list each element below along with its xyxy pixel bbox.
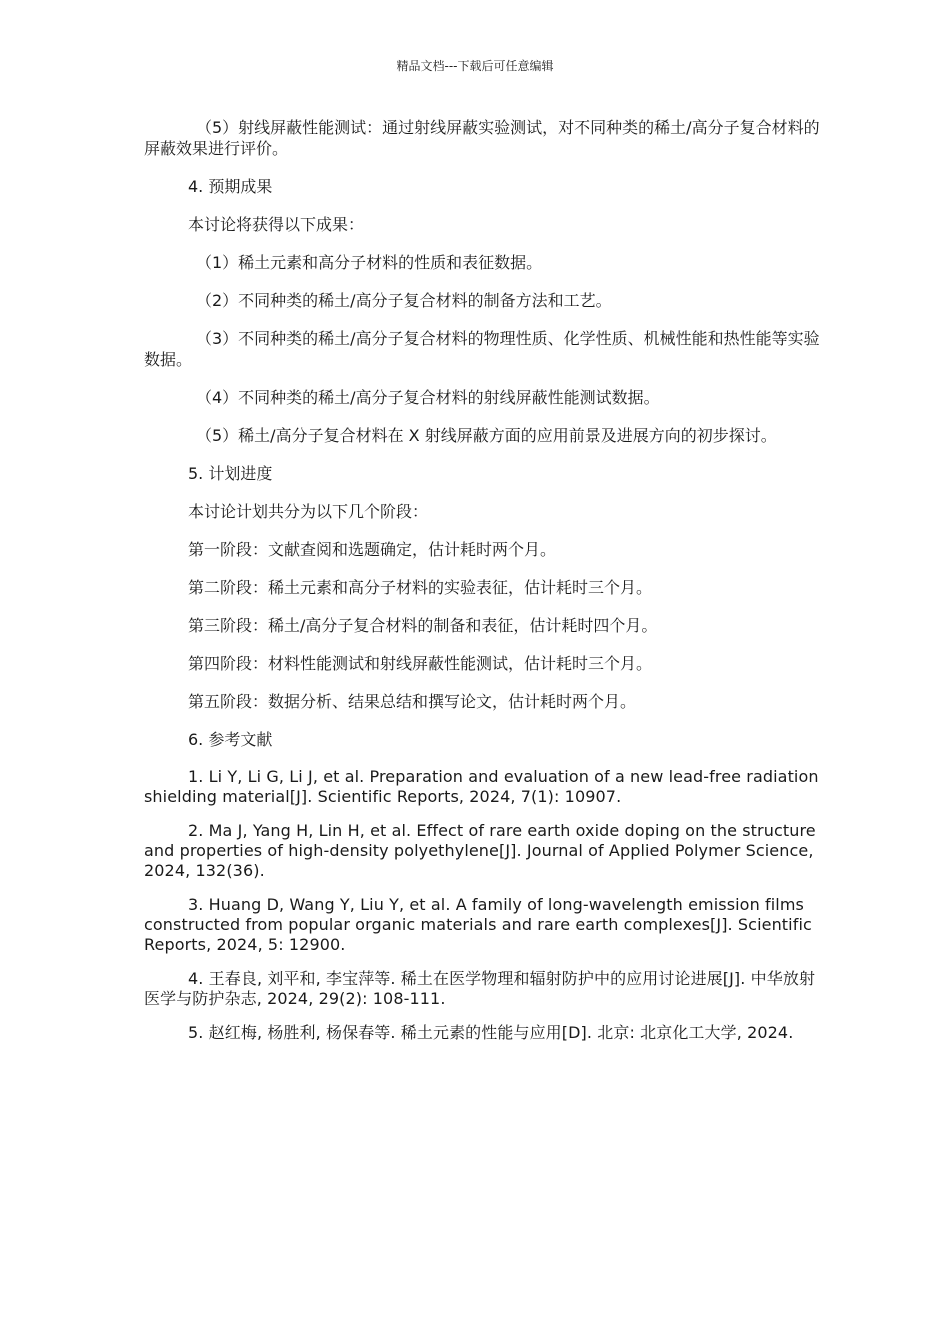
paragraph-results-intro: 本讨论将获得以下成果：: [188, 215, 365, 234]
document-body: [144, 117, 824, 1057]
result-item-4: （4）不同种类的稀土/高分子复合材料的射线屏蔽性能测试数据。: [196, 388, 660, 407]
reference-item: 4. 王春良, 刘平和, 李宝萍等. 稀土在医学物理和辐射防护中的应用讨论进展[J]. 中华放射医学与防护杂志, 2024, 29(2): 108-111.: [144, 969, 816, 1008]
schedule-stage-1: 第一阶段：文献查阅和选题确定，估计耗时两个月。: [188, 540, 557, 559]
result-item-5: （5）稀土/高分子复合材料在 X 射线屏蔽方面的应用前景及进展方向的初步探讨。: [196, 426, 777, 445]
page-header: 精品文档---下载后可任意编辑: [396, 59, 554, 73]
result-item-2: （2）不同种类的稀土/高分子复合材料的制备方法和工艺。: [196, 291, 612, 310]
reference-item: 2. Ma J, Yang H, Lin H, et al. Effect of rare earth oxide doping on the structure and properties of high-density polyethylene[J]. Journal of Applied Polymer Science, 2024, 132(36).: [144, 821, 816, 880]
reference-item: 3. Huang D, Wang Y, Liu Y, et al. A family of long-wavelength emission films constructed from popular organic materials and rare earth complexes[J]. Scientific Reports, 2024, 5: 12900.: [144, 895, 812, 954]
section-heading-references: 6. 参考文献: [188, 730, 273, 749]
result-item-1: （1）稀土元素和高分子材料的性质和表征数据。: [196, 253, 543, 272]
schedule-stage-5: 第五阶段：数据分析、结果总结和撰写论文，估计耗时两个月。: [188, 692, 637, 711]
section-heading-expected-results: 4. 预期成果: [188, 177, 273, 196]
section-heading-schedule: 5. 计划进度: [188, 464, 273, 483]
paragraph-schedule-intro: 本讨论计划共分为以下几个阶段：: [188, 502, 429, 521]
paragraph-test-item-5: （5）射线屏蔽性能测试：通过射线屏蔽实验测试，对不同种类的稀土/高分子复合材料的屏蔽效果进行评价。: [144, 118, 820, 158]
schedule-stage-4: 第四阶段：材料性能测试和射线屏蔽性能测试，估计耗时三个月。: [188, 654, 653, 673]
reference-item: 5. 赵红梅, 杨胜利, 杨保春等. 稀土元素的性能与应用[D]. 北京: 北京化工大学, 2024.: [188, 1023, 794, 1042]
schedule-stage-3: 第三阶段：稀土/高分子复合材料的制备和表征，估计耗时四个月。: [188, 616, 658, 635]
reference-item: 1. Li Y, Li G, Li J, et al. Preparation and evaluation of a new lead-free radiation shielding material[J]. Scientific Reports, 2024, 7(1): 10907.: [144, 767, 819, 806]
result-item-3: （3）不同种类的稀土/高分子复合材料的物理性质、化学性质、机械性能和热性能等实验数据。: [144, 329, 820, 369]
schedule-stage-2: 第二阶段：稀土元素和高分子材料的实验表征，估计耗时三个月。: [188, 578, 653, 597]
